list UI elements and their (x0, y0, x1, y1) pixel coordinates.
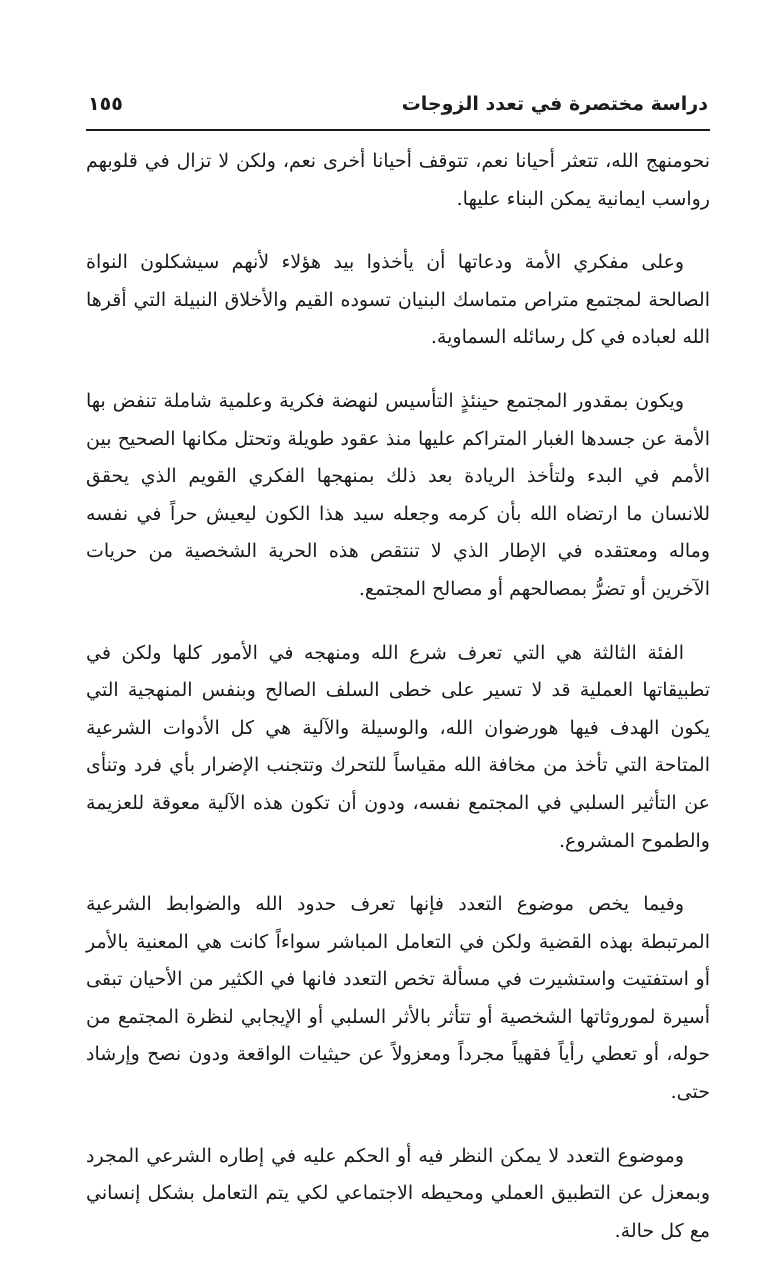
paragraph: وعلى مفكري الأمة ودعاتها أن يأخذوا بيد هؤلاء لأنهم سيشكلون النواة الصالحة لمجتمع متراص متماسك البنيان تسوده القيم والأخلاق النبيلة التي أقرها الله لعباده في كل رسائله السماوية. (86, 251, 710, 349)
header-rule (86, 129, 710, 131)
running-title: دراسة مختصرة في تعدد الزوجات (401, 93, 708, 115)
paragraph: الفئة الثالثة هي التي تعرف شرع الله ومنهجه في الأمور كلها ولكن في تطبيقاتها العملية قد لا تسير على خطى السلف الصالح وبنفس المنهجية التي يكون الهدف فيها هورضوان الله، والوسيلة والآلية هي كل الأدوات الشرعية المتاحة التي تأخذ من مخافة الله مقياساً للتحرك وتتجنب الإضرار بأي فرد وتنأى عن التأثير السلبي في المجتمع نفسه، ودون أن تكون هذه الآلية معوقة للعزيمة والطموح المشروع. (86, 641, 710, 852)
paragraph: نحومنهج الله، تتعثر أحيانا نعم، تتوقف أحيانا أخرى نعم، ولكن لا تزال في قلوبهم رواسب ايمانية يمكن البناء عليها. (86, 150, 710, 210)
running-header (88, 84, 708, 124)
page-number: ١٥٥ (88, 93, 123, 115)
paragraph: ويكون بمقدور المجتمع حينئذٍ التأسيس لنهضة فكرية وعلمية شاملة تنفض بها الأمة عن جسدها الغبار المتراكم عليها منذ عقود طويلة وتحتل مكانها الصحيح بين الأمم في البدء ولتأخذ الريادة بعد ذلك بمنهجها الفكري القويم الذي يحقق للانسان ما ارتضاه الله بأن كرمه وجعله سيد هذا الكون ليعيش حراً في نفسه وماله ومعتقده في الإطار الذي لا تنتقص هذه الحرية الشخصية من حريات الآخرين أو تضرُّ بمصالحهم أو مصالح المجتمع. (86, 389, 711, 600)
paragraph: وموضوع التعدد لا يمكن النظر فيه أو الحكم عليه في إطاره الشرعي المجرد وبمعزل عن التطبيق العملي ومحيطه الاجتماعي لكي يتم التعامل بشكل إنساني مع كل حالة. (86, 1144, 710, 1242)
paragraph: وفيما يخص موضوع التعدد فإنها تعرف حدود الله والضوابط الشرعية المرتبطة بهذه القضية ولكن في التعامل المباشر سواءاً كانت هي المعنية بالأمر أو استفتيت واستشيرت في مسألة تخص التعدد فانها في الكثير من الأحيان تبقى أسيرة لموروثاتها الشخصية أو تتأثر بالأثر السلبي أو الإيجابي لنظرة المجتمع من حوله، أو تعطي رأياً فقهياً مجرداً ومعزولاً عن حيثيات الواقعة ودون نصح وإرشاد حتى. (86, 893, 710, 1104)
body-text (86, 143, 710, 1276)
